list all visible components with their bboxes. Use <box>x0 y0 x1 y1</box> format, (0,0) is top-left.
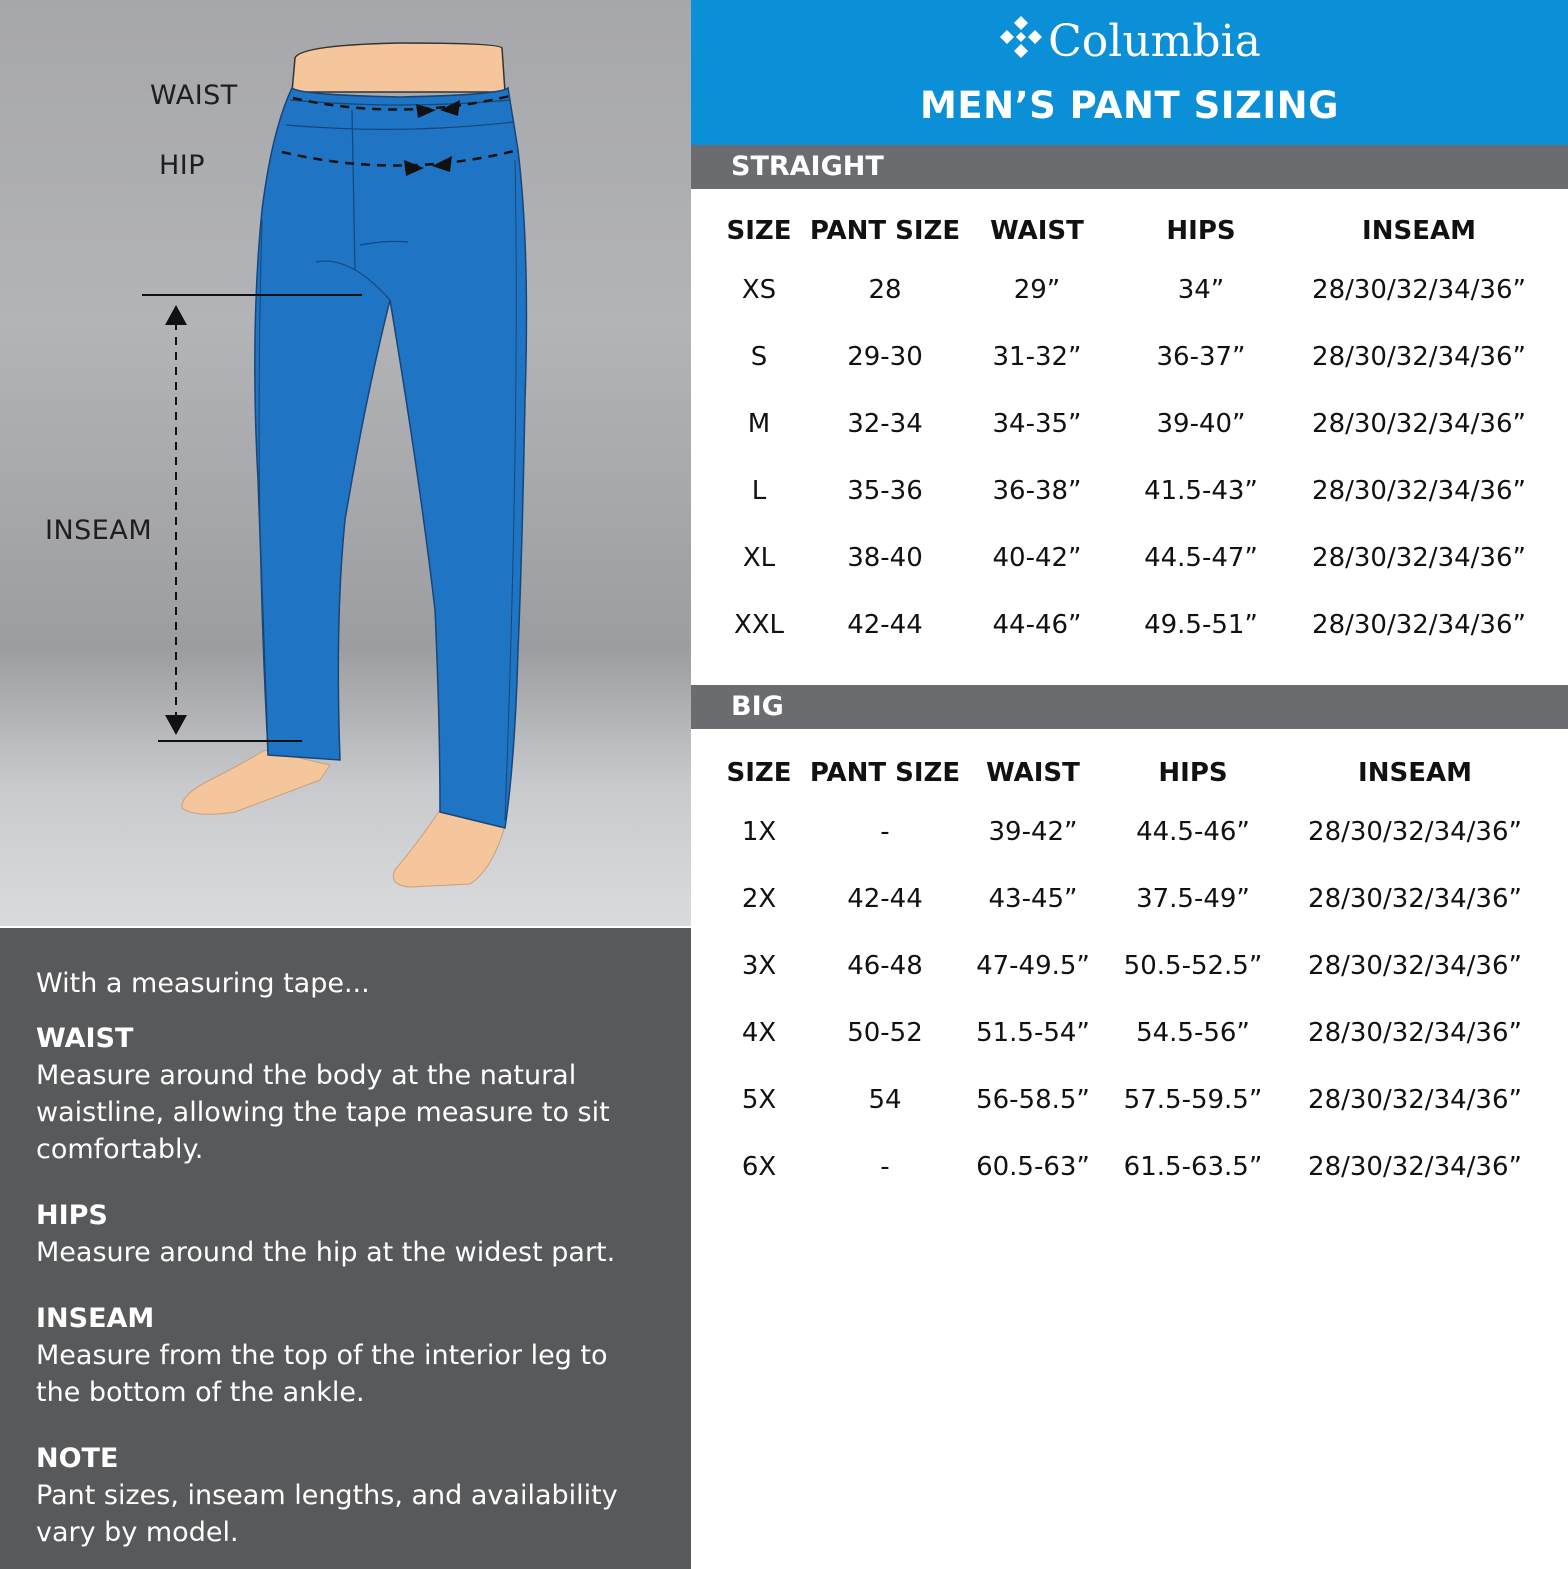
table-cell: 3X <box>741 950 777 981</box>
table-cell: 28/30/32/34/36” <box>1308 1017 1522 1048</box>
table-cell: 36-38” <box>992 475 1082 506</box>
table-cell: 47-49.5” <box>976 950 1090 981</box>
guide-heading: WAIST <box>36 1023 134 1054</box>
column-header: INSEAM <box>1362 216 1476 246</box>
table-cell: 40-42” <box>992 542 1082 573</box>
table-cell: 57.5-59.5” <box>1123 1084 1263 1115</box>
table-row <box>719 323 1539 390</box>
table-cell: 44.5-47” <box>1144 542 1258 573</box>
guide-body: Measure around the hip at the widest part. <box>36 1237 616 1268</box>
table-row <box>719 1066 1539 1133</box>
table-cell: M <box>747 408 771 439</box>
table-cell: - <box>880 1151 890 1182</box>
table-cell: L <box>751 475 767 506</box>
table-row <box>719 1133 1539 1200</box>
table-cell: 44-46” <box>992 609 1082 640</box>
table-row <box>719 798 1539 865</box>
guide-inseam <box>36 1301 655 1411</box>
measuring-guide <box>0 928 691 1569</box>
big-table <box>719 748 1539 1200</box>
table-row <box>719 390 1539 457</box>
pants-diagram <box>0 0 691 926</box>
table-cell: 54 <box>868 1084 902 1115</box>
table-row <box>719 256 1539 323</box>
table-cell: 28/30/32/34/36” <box>1308 950 1522 981</box>
size-chart <box>691 0 1568 1569</box>
table-cell: XS <box>741 274 777 305</box>
guide-heading: INSEAM <box>36 1303 155 1334</box>
pants-illustration <box>0 0 691 926</box>
table-cell: 34-35” <box>992 408 1082 439</box>
table-cell: 28/30/32/34/36” <box>1308 816 1522 847</box>
table-cell: 2X <box>741 883 777 914</box>
table-cell: 39-40” <box>1156 408 1246 439</box>
guide-body: Pant sizes, inseam lengths, and availability vary by model. <box>36 1480 618 1548</box>
table-cell: 41.5-43” <box>1144 475 1258 506</box>
table-cell: 28/30/32/34/36” <box>1308 1151 1522 1182</box>
column-header: HIPS <box>1158 758 1228 788</box>
waist-label: WAIST <box>150 80 238 111</box>
inseam-label: INSEAM <box>45 515 153 546</box>
straight-table <box>719 206 1539 658</box>
table-cell: 49.5-51” <box>1144 609 1258 640</box>
table-cell: 4X <box>741 1017 777 1048</box>
table-cell: 1X <box>741 816 777 847</box>
table-cell: 6X <box>741 1151 777 1182</box>
table-cell: 50-52 <box>847 1017 923 1048</box>
table-cell: 29-30 <box>847 341 923 372</box>
column-header: INSEAM <box>1358 758 1472 788</box>
table-cell: 42-44 <box>847 883 923 914</box>
brand-logo <box>691 14 1568 71</box>
guide-hips <box>36 1198 655 1271</box>
table-cell: 28/30/32/34/36” <box>1308 883 1522 914</box>
column-header: PANT SIZE <box>809 216 961 246</box>
table-cell: 42-44 <box>847 609 923 640</box>
column-header: HIPS <box>1166 216 1236 246</box>
table-cell: 44.5-46” <box>1136 816 1250 847</box>
columbia-diamond-icon <box>998 14 1044 71</box>
table-cell: 54.5-56” <box>1136 1017 1250 1048</box>
table-cell: 36-37” <box>1156 341 1246 372</box>
column-header: WAIST <box>990 216 1084 246</box>
chart-title: MEN’S PANT SIZING <box>920 84 1339 127</box>
table-cell: 28/30/32/34/36” <box>1312 341 1526 372</box>
table-cell: 39-42” <box>988 816 1078 847</box>
table-cell: - <box>880 816 890 847</box>
table-cell: 28/30/32/34/36” <box>1312 274 1526 305</box>
table-row <box>719 524 1539 591</box>
table-cell: 60.5-63” <box>976 1151 1090 1182</box>
guide-heading: NOTE <box>36 1443 119 1474</box>
table-cell: 28/30/32/34/36” <box>1312 408 1526 439</box>
table-cell: 50.5-52.5” <box>1123 950 1263 981</box>
table-cell: 5X <box>741 1084 777 1115</box>
table-row <box>719 865 1539 932</box>
hip-label: HIP <box>159 150 206 181</box>
table-cell: 37.5-49” <box>1136 883 1250 914</box>
section-straight: STRAIGHT <box>691 145 1568 189</box>
guide-note <box>36 1441 655 1551</box>
brand-name: Columbia <box>1048 16 1261 67</box>
table-cell: 61.5-63.5” <box>1123 1151 1263 1182</box>
section-big: BIG <box>691 685 1568 729</box>
table-row <box>719 999 1539 1066</box>
table-row <box>719 591 1539 658</box>
table-cell: 51.5-54” <box>976 1017 1090 1048</box>
table-cell: 28/30/32/34/36” <box>1312 475 1526 506</box>
column-header: PANT SIZE <box>809 758 961 788</box>
table-cell: 38-40 <box>847 542 923 573</box>
guide-intro: With a measuring tape... <box>36 968 370 999</box>
table-cell: XL <box>742 542 776 573</box>
column-header: WAIST <box>986 758 1080 788</box>
table-cell: 28/30/32/34/36” <box>1312 542 1526 573</box>
table-cell: 46-48 <box>847 950 923 981</box>
table-row <box>719 932 1539 999</box>
guide-body: Measure from the top of the interior leg to the bottom of the ankle. <box>36 1340 608 1408</box>
column-header: SIZE <box>726 216 792 246</box>
table-cell: XXL <box>733 609 785 640</box>
table-cell: 28/30/32/34/36” <box>1312 609 1526 640</box>
table-cell: 31-32” <box>992 341 1082 372</box>
table-cell: S <box>750 341 768 372</box>
guide-body: Measure around the body at the natural waistline, allowing the tape measure to sit comfortably. <box>36 1060 610 1165</box>
table-cell: 34” <box>1177 274 1225 305</box>
table-cell: 32-34 <box>847 408 923 439</box>
table-row <box>719 457 1539 524</box>
table-cell: 43-45” <box>988 883 1078 914</box>
column-header: SIZE <box>726 758 792 788</box>
guide-heading: HIPS <box>36 1200 108 1231</box>
chart-header <box>691 0 1568 145</box>
table-cell: 29” <box>1013 274 1061 305</box>
table-cell: 56-58.5” <box>976 1084 1090 1115</box>
table-cell: 28/30/32/34/36” <box>1308 1084 1522 1115</box>
table-cell: 28 <box>868 274 902 305</box>
guide-waist <box>36 1021 655 1168</box>
table-cell: 35-36 <box>847 475 923 506</box>
